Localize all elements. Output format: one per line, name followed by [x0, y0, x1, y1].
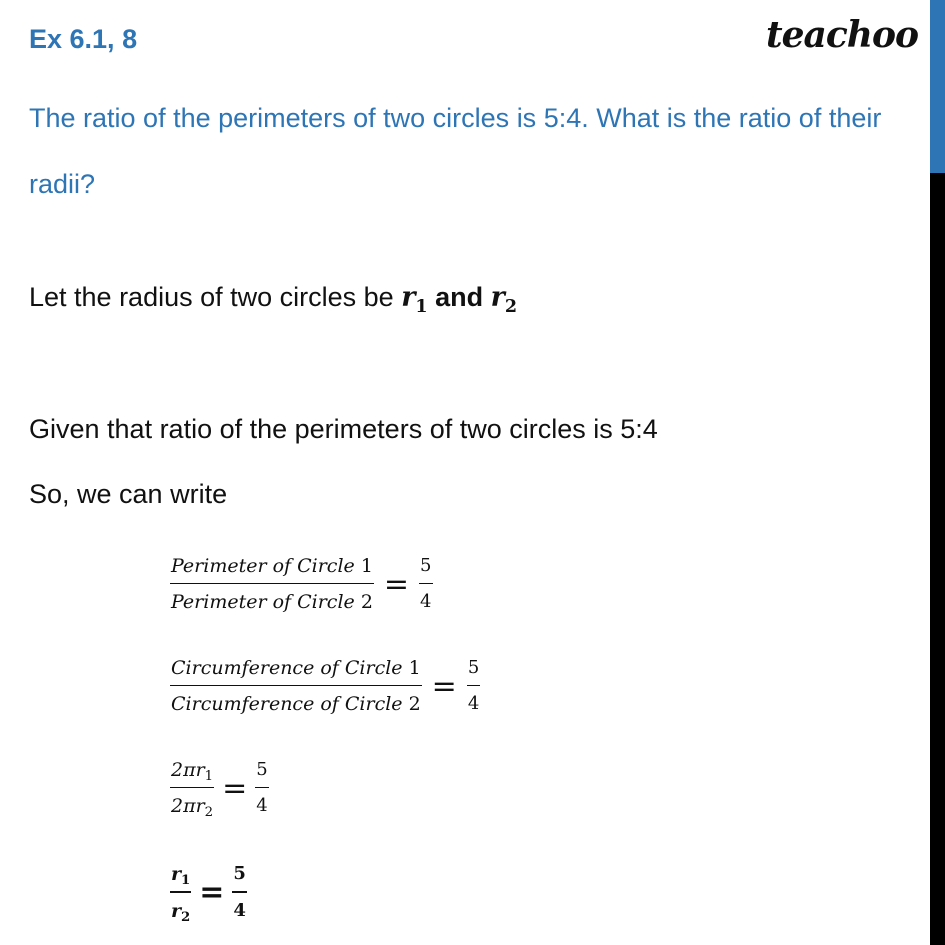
let-radius-line	[29, 282, 518, 318]
rhs-fraction: $\frac{5}{4}$	[420, 555, 432, 612]
equation-2pi-r	[170, 756, 269, 820]
rhs-fraction: $\frac{5}{4}$	[233, 863, 246, 921]
so-line: So, we can write	[29, 479, 228, 509]
perimeter-fraction: $\frac{\text{Perimeter of Circle 1}}{\text{Perimeter of Circle 2}}$	[171, 555, 373, 613]
scrollbar-thumb[interactable]	[930, 0, 945, 173]
rhs-fraction: $\frac{5}{4}$	[467, 657, 480, 714]
question-text: The ratio of the perimeters of two circles is 5:4. What is the ratio of their radii?	[29, 103, 882, 199]
fraction-bar	[170, 583, 374, 584]
let-radius-text: Let the radius of two circles be	[29, 282, 402, 312]
r1-symbol: $r_1$	[401, 282, 428, 318]
equals-sign: =	[199, 875, 225, 910]
equation-perimeter	[170, 552, 433, 616]
rhs-fraction: $\frac{5}{4}$	[256, 759, 268, 816]
exercise-label: Ex 6.1, 8	[29, 24, 138, 54]
two-pi-r-fraction: $\frac{2\pi r_1}{2\pi r_2}$	[171, 759, 214, 820]
fraction-bar	[170, 891, 191, 893]
equals-sign: =	[222, 770, 248, 806]
fraction-bar	[170, 685, 422, 686]
equation-circumference	[170, 654, 480, 718]
r2-symbol: $r_2$	[490, 282, 518, 318]
radius-ratio-fraction: $\frac{r_1}{r_2}$	[171, 863, 191, 925]
teachoo-logo: teachoo	[766, 14, 918, 56]
and-word: and	[427, 282, 491, 312]
equation-radius-ratio	[170, 860, 247, 925]
equals-sign: =	[431, 668, 457, 704]
given-line: Given that ratio of the perimeters of two circles is 5:4	[29, 414, 658, 444]
scrollbar-track[interactable]	[930, 0, 945, 945]
fraction-bar	[170, 787, 214, 788]
equals-sign: =	[383, 566, 410, 602]
circumference-fraction: $\frac{\text{Circumference of Circle 1}}{\text{Circumference of Circle 2}}$	[171, 657, 421, 715]
